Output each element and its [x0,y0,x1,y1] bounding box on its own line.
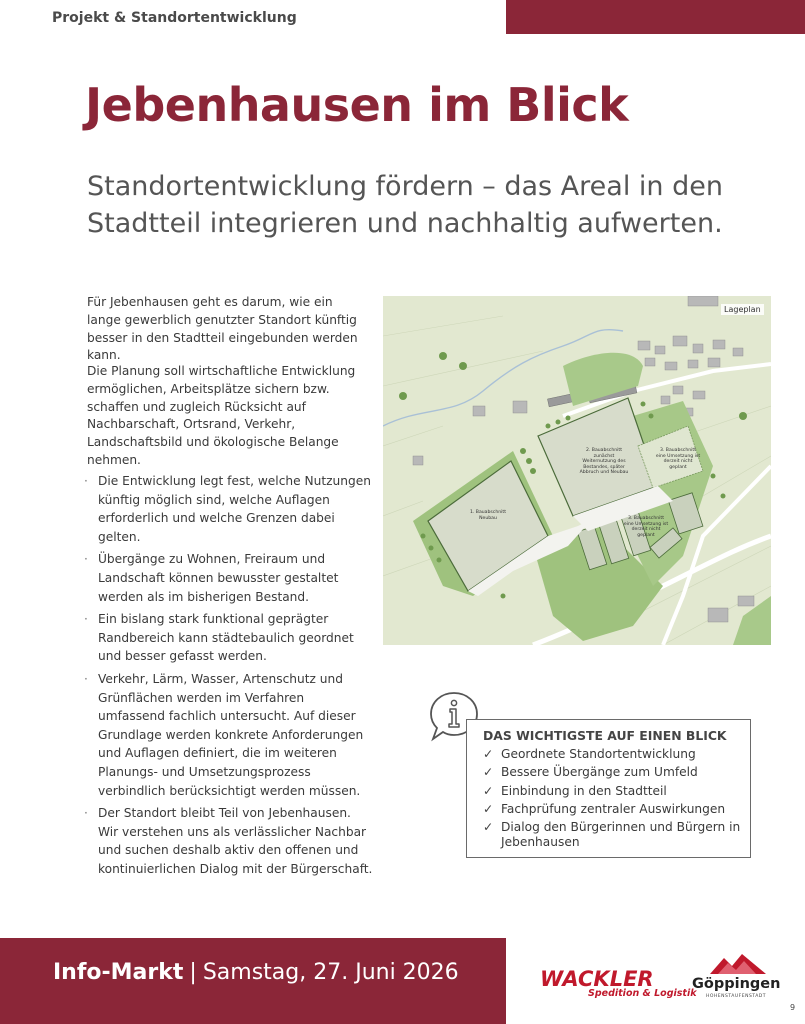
header-accent-bar [506,0,805,34]
page-subtitle: Standortentwicklung fördern – das Areal in den Stadtteil integrieren und nachhaltig aufwerten. [87,171,723,239]
key-facts-list [483,747,745,854]
goeppingen-logo-name: Göppingen [692,976,781,992]
site-plan-map [383,296,771,645]
site-plan-drawing [383,296,771,645]
bullet-dot-icon: · [84,806,88,821]
bullet-item: · Ein bislang stark funktional geprägter Randbereich kann städtebaulich geordnet und besser gefasst werden. [84,612,354,664]
key-fact-item: ✓ Dialog den Bürgerinnen und Bürgern in Jebenhausen [483,820,741,850]
bullet-item: · Die Entwicklung legt fest, welche Nutzungen künftig möglich sind, welche Auflagen erforderlich und welche Grenzen dabei gelten. [84,474,371,544]
section-label: Projekt & Standortentwicklung [52,10,297,26]
wackler-logo-name: WACKLER [540,967,654,991]
section-3-lower-label: 3. Bauabschnitt eine Umsetzung ist derzeit nicht geplant [623,516,669,538]
checkmark-icon: ✓ [483,765,494,780]
key-fact-item: ✓ Bessere Übergänge zum Umfeld [483,765,698,780]
wackler-logo-subtitle: Spedition & Logistik [588,988,697,999]
checkmark-icon: ✓ [483,801,494,816]
bullet-list [84,472,374,882]
key-fact-item: ✓ Einbindung in den Stadtteil [483,783,667,798]
event-separator: | [189,960,197,985]
intro-paragraph-2: Die Planung soll wirtschaftliche Entwicklung ermöglichen, Arbeitsplätze sichern bzw. schaffen und zugleich Rücksicht auf Nachbarschaft, Ortsrand, Verkehr, Landschaftsbild und ökologische Belange nehmen. [87,364,356,467]
event-info [53,960,459,985]
key-facts-box [466,719,751,858]
page-title: Jebenhausen im Blick [85,78,629,132]
wackler-logo [540,967,697,1001]
checkmark-icon: ✓ [483,820,494,835]
intro-paragraph-1: Für Jebenhausen geht es darum, wie ein lange gewerblich genutzter Standort künftig besser in den Stadtteil eingebunden werden kann. [87,295,358,363]
checkmark-icon: ✓ [483,783,494,798]
footer-event-band [0,938,506,1024]
section-3-label: 3. Bauabschnitt eine Umsetzung ist derzeit nicht geplant [655,448,701,470]
map-label: Lageplan [721,304,764,315]
bullet-item: · Der Standort bleibt Teil von Jebenhausen. Wir verstehen uns als verlässlicher Nachbar und suchen deshalb aktiv den offenen und kontinuierlichen Dialog mit der Bürgerschaft. [84,806,373,876]
key-fact-item: ✓ Geordnete Standortentwicklung [483,747,696,761]
bullet-dot-icon: · [84,474,88,488]
goeppingen-roof-icon [710,954,766,974]
bullet-dot-icon: · [84,612,88,627]
event-date: Samstag, 27. Juni 2026 [202,960,459,985]
bullet-dot-icon: · [84,552,88,567]
bullet-dot-icon: · [84,671,88,686]
event-name: Info-Markt [53,960,184,985]
bullet-item: · Übergänge zu Wohnen, Freiraum und Landschaft können bewusster gestaltet werden als im bisherigen Bestand. [84,552,339,604]
goeppingen-logo-subtitle: HOHENSTAUFENSTADT [706,994,766,999]
section-1-label: 1. Bauabschnitt Neubau [469,510,507,521]
key-fact-item: ✓ Fachprüfung zentraler Auswirkungen [483,801,726,816]
checkmark-icon: ✓ [483,747,494,761]
bullet-item: · Verkehr, Lärm, Wasser, Artenschutz und Grünflächen werden im Verfahren umfassend fachlich untersucht. Auf dieser Grundlage werden konkrete Anforderungen und Auflagen definiert, die im weiteren Planungs- und Umsetzungsprozess verbindlich berücksichtigt werden müssen. [84,671,364,798]
key-facts-title: DAS WICHTIGSTE AUF EINEN BLICK [483,728,727,743]
section-2-label: 2. Bauabschnitt zunächst Weiternutzung des Bestandes, später Abbruch und Neubau [579,448,629,476]
goeppingen-logo [692,954,782,1004]
page-number: 9 [790,1003,796,1012]
